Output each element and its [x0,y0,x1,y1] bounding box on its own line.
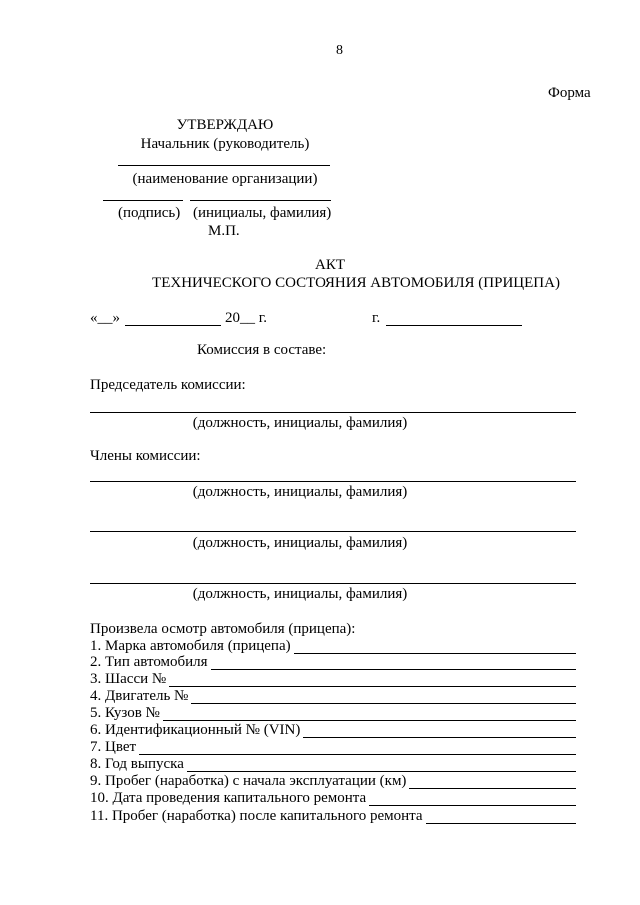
field-chassis-label: 3. Шасси № [90,671,167,687]
field-year [90,757,576,772]
org-name-caption: (наименование организации) [132,171,318,187]
member-caption-1: (должность, инициалы, фамилия) [192,484,408,500]
city-label: г. [372,310,381,326]
field-overhaul-mileage [90,809,576,824]
chairman-line[interactable] [90,412,576,413]
field-body-label: 5. Кузов № [90,705,160,721]
field-vin-line[interactable] [303,725,576,738]
member-line-3[interactable] [90,583,576,584]
month-line[interactable] [125,325,221,326]
field-mileage-line[interactable] [409,776,576,789]
chairman-caption: (должность, инициалы, фамилия) [192,415,408,431]
day-field: «__» [90,310,120,326]
field-engine [90,689,576,704]
field-vin [90,723,576,738]
field-engine-label: 4. Двигатель № [90,688,189,704]
city-line[interactable] [386,325,522,326]
form-label: Форма [548,85,591,101]
stamp-label: М.П. [208,223,240,239]
field-body-line[interactable] [163,708,576,721]
field-body [90,706,576,721]
field-mileage-label: 9. Пробег (наработка) с начала эксплуатации (км) [90,773,407,789]
member-caption-2: (должность, инициалы, фамилия) [192,535,408,551]
field-brand-label: 1. Марка автомобиля (прицепа) [90,638,291,654]
member-line-2[interactable] [90,531,576,532]
signature-line[interactable] [103,200,183,201]
field-year-line[interactable] [187,759,576,772]
field-overhaul-date-line[interactable] [369,793,576,806]
field-year-label: 8. Год выпуска [90,756,184,772]
year-field: 20__ г. [225,310,267,326]
field-chassis-line[interactable] [169,674,576,687]
field-mileage [90,774,576,789]
field-brand-line[interactable] [294,641,576,654]
field-overhaul-mileage-label: 11. Пробег (наработка) после капитального ремонта [90,808,423,824]
approval-heading: УТВЕРЖДАЮ [176,117,274,133]
field-engine-line[interactable] [191,691,576,704]
field-color [90,740,576,755]
field-overhaul-date [90,791,576,806]
page-number: 8 [336,43,343,58]
field-brand [90,639,576,654]
chairman-label: Председатель комиссии: [90,377,246,393]
initials-line[interactable] [190,200,331,201]
field-color-label: 7. Цвет [90,739,137,755]
inspection-heading: Произвела осмотр автомобиля (прицепа): [90,621,356,637]
signature-caption: (подпись) [118,205,181,221]
field-chassis [90,672,576,687]
field-type [90,655,576,670]
act-subtitle: ТЕХНИЧЕСКОГО СОСТОЯНИЯ АВТОМОБИЛЯ (ПРИЦЕПА) [152,275,560,291]
field-overhaul-mileage-line[interactable] [426,811,576,824]
field-type-line[interactable] [211,657,576,670]
org-name-line[interactable] [118,165,330,166]
member-caption-3: (должность, инициалы, фамилия) [192,586,408,602]
field-type-label: 2. Тип автомобиля [90,654,208,670]
field-vin-label: 6. Идентификационный № (VIN) [90,722,301,738]
members-label: Члены комиссии: [90,448,201,464]
act-title: АКТ [315,257,345,273]
initials-caption: (инициалы, фамилия) [193,205,332,221]
field-color-line[interactable] [139,742,576,755]
member-line-1[interactable] [90,481,576,482]
field-overhaul-date-label: 10. Дата проведения капитального ремонта [90,790,367,806]
approval-role: Начальник (руководитель) [140,136,310,152]
commission-heading: Комиссия в составе: [197,342,327,358]
